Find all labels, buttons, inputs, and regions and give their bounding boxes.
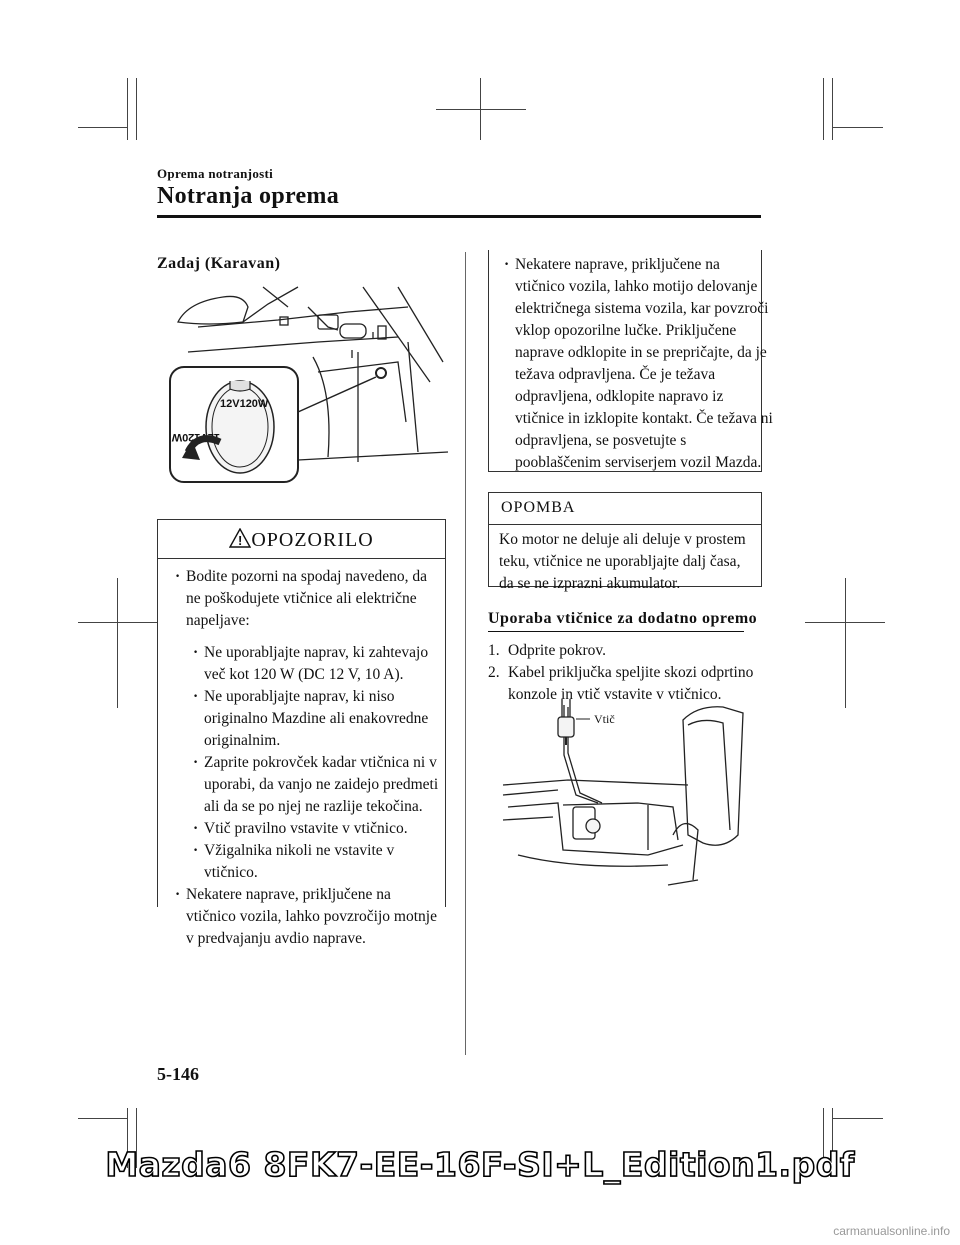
section-label: Oprema notranjosti <box>157 166 274 181</box>
subheading-underline <box>488 631 744 632</box>
plug-icon <box>558 717 574 737</box>
step-text: Kabel priključka speljite skozi odprtino konzole in vtič vstavite v vtičnico. <box>508 664 754 703</box>
column-divider <box>465 252 466 1055</box>
subheading-karavan: Zadaj (Karavan) <box>157 255 281 272</box>
header-rule <box>157 215 761 218</box>
warning-box <box>157 519 446 947</box>
step-number: 2. <box>488 664 500 681</box>
warning-triangle-icon <box>229 528 251 548</box>
warning-separator <box>158 558 445 559</box>
page-title: Notranja oprema <box>157 183 340 209</box>
console-socket-figure <box>498 695 762 895</box>
note-title: OPOMBA <box>501 499 576 516</box>
warning-subitem: · Vžigalnika nikoli ne vstavite v vtičnico. <box>186 840 440 884</box>
subheading-text: Uporaba vtičnice za dodatno opremo <box>488 610 758 627</box>
socket-label-top: 12V120W <box>220 398 269 410</box>
plug-label: Vtič <box>594 712 615 726</box>
trunk-illustration <box>168 282 450 485</box>
step-number: 1. <box>488 642 500 659</box>
note-separator <box>489 524 761 525</box>
page-number: 5-146 <box>157 1064 199 1084</box>
note-box <box>488 492 762 592</box>
console-illustration <box>498 695 762 895</box>
warning-subitem: · Zaprite pokrovček kadar vtičnica ni v uporabi, da vanjo ne zaidejo predmeti ali da se po njej ne razlije tekočina. <box>186 752 440 818</box>
socket-label-bottom: 12V120W <box>171 431 220 443</box>
footer-filename: Mazda6 8FK7-EE-16F-SI+L_Edition1.pdf <box>105 1145 855 1184</box>
watermark: carmanualsonline.info <box>833 1224 950 1238</box>
warning-title-row <box>158 520 445 552</box>
step-text: Odprite pokrov. <box>508 642 607 659</box>
step-item <box>488 640 764 662</box>
warning-subitem: · Ne uporabljajte naprav, ki zahtevajo več kot 120 W (DC 12 V, 10 A). <box>186 642 440 686</box>
warning-subitem: · Ne uporabljajte naprav, ki niso originalno Mazdine ali enakovredne originalnim. <box>186 686 440 752</box>
warning-title: OPOZORILO <box>251 529 374 551</box>
subheading-accessory-socket <box>488 610 757 632</box>
warning-item: · Bodite pozorni na spodaj navedeno, da ne poškodujete vtičnice ali električne napeljave: <box>168 566 440 632</box>
warning-list <box>168 566 440 950</box>
warning-subitem: · Vtič pravilno vstavite v vtičnico. <box>186 818 440 840</box>
svg-text:!: ! <box>238 533 244 548</box>
warning-continued-box <box>488 250 773 472</box>
warning-item: · Nekatere naprave, priključene na vtičnico vozila, lahko povzročijo motnje v predvajanju avdio naprave. <box>168 884 440 950</box>
note-text: Ko motor ne deluje ali deluje v prostem teku, vtičnice ne uporabljajte dalj časa, da se ne izprazni akumulator. <box>499 531 746 592</box>
trunk-socket-figure <box>168 282 450 485</box>
warning-continued-item: · Nekatere naprave, priključene na vtičnico vozila, lahko motijo delovanje električnega sistema vozila, kar povzroči vklop opozorilne lučke. Priključene naprave odklopite in se prepričajte, da je težava odpravljena. Če je težava odpravljena, odklopite napravo iz vtičnice in izklopite kontakt. Če težava ni odpravljena, se posvetujte s pooblaščenim serviserjem vozil Mazda. <box>497 254 773 474</box>
